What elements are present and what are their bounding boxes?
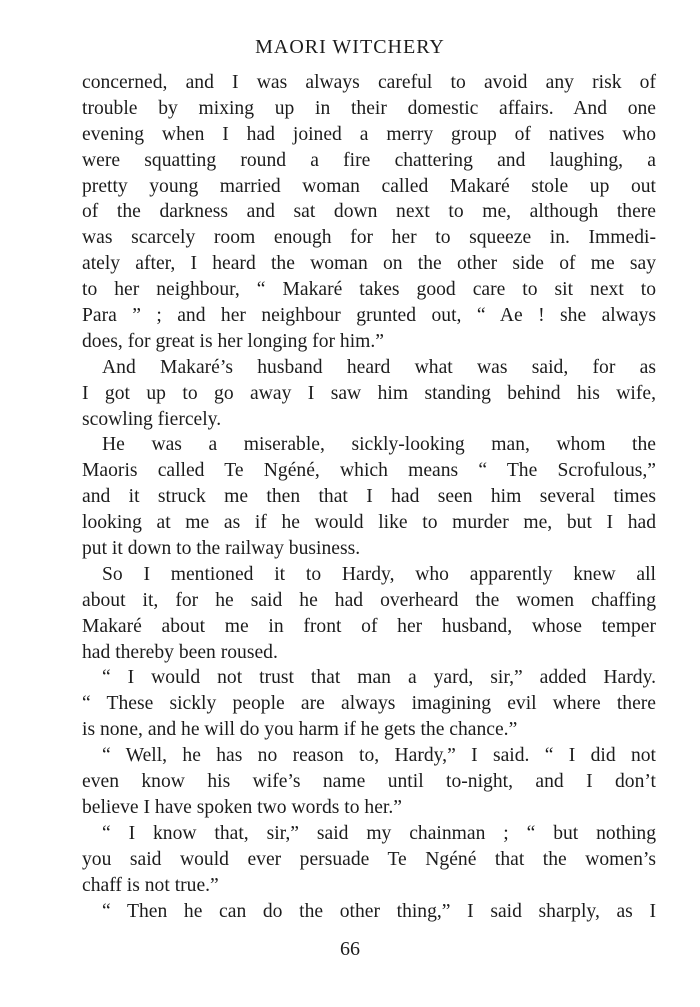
text-line: And Makaré’s husband heard what was said, for as <box>102 356 656 378</box>
text-line: is none, and he will do you harm if he gets the chance.” <box>82 719 518 741</box>
text-line: ately after, I heard the woman on the other side of me say <box>82 253 656 275</box>
text-line: concerned, and I was always careful to avoid any risk of <box>82 72 656 93</box>
text-line: believe I have spoken two words to her.” <box>82 796 402 818</box>
text-line: you said would ever persuade Te Ngéné that the women’s <box>82 848 656 870</box>
text-line: So I mentioned it to Hardy, who apparently knew all <box>102 563 656 585</box>
text-line: “ These sickly people are always imagining evil where there <box>82 693 656 715</box>
text-line: trouble by mixing up in their domestic affairs. And one <box>82 97 656 119</box>
text-line: Para ” ; and her neighbour grunted out, “ Ae ! she always <box>82 305 656 327</box>
text-line: Maoris called Te Ngéné, which means “ The Scrofulous,” <box>82 460 656 482</box>
text-line: even know his wife’s name until to-night, and I don’t <box>82 771 656 793</box>
text-line: had thereby been roused. <box>82 641 278 663</box>
text-line: to her neighbour, “ Makaré takes good care to sit next to <box>82 279 656 301</box>
text-line: about it, for he said he had overheard the women chaffing <box>82 589 656 611</box>
text-line: does, for great is her longing for him.” <box>82 330 384 352</box>
text-line: and it struck me then that I had seen him several times <box>82 486 656 508</box>
text-line: Makaré about me in front of her husband, whose temper <box>82 615 656 637</box>
text-line: scowling fiercely. <box>82 408 222 430</box>
text-line: “ I know that, sir,” said my chainman ; “ but nothing <box>102 822 656 844</box>
text-line: “ Then he can do the other thing,” I said sharply, as I <box>102 900 656 922</box>
text-line: pretty young married woman called Makaré stole up out <box>82 175 656 197</box>
text-line: He was a miserable, sickly-looking man, whom the <box>102 434 656 456</box>
text-line: looking at me as if he would like to murder me, but I had <box>82 512 656 534</box>
text-line: chaff is not true.” <box>82 874 219 896</box>
text-line: were squatting round a fire chattering and laughing, a <box>82 149 656 171</box>
text-line: evening when I had joined a merry group of natives who <box>82 123 656 145</box>
body-text <box>82 70 656 924</box>
running-head: MAORI WITCHERY <box>255 36 445 58</box>
text-line: put it down to the railway business. <box>82 538 361 560</box>
page-number: 66 <box>340 938 360 960</box>
text-line: “ I would not trust that man a yard, sir,” added Hardy. <box>102 667 656 689</box>
text-line: of the darkness and sat down next to me, although there <box>82 201 656 223</box>
text-line: was scarcely room enough for her to squeeze in. Immedi- <box>82 227 656 249</box>
text-line: I got up to go away I saw him standing behind his wife, <box>82 382 656 404</box>
text-line: “ Well, he has no reason to, Hardy,” I said. “ I did not <box>102 745 656 767</box>
